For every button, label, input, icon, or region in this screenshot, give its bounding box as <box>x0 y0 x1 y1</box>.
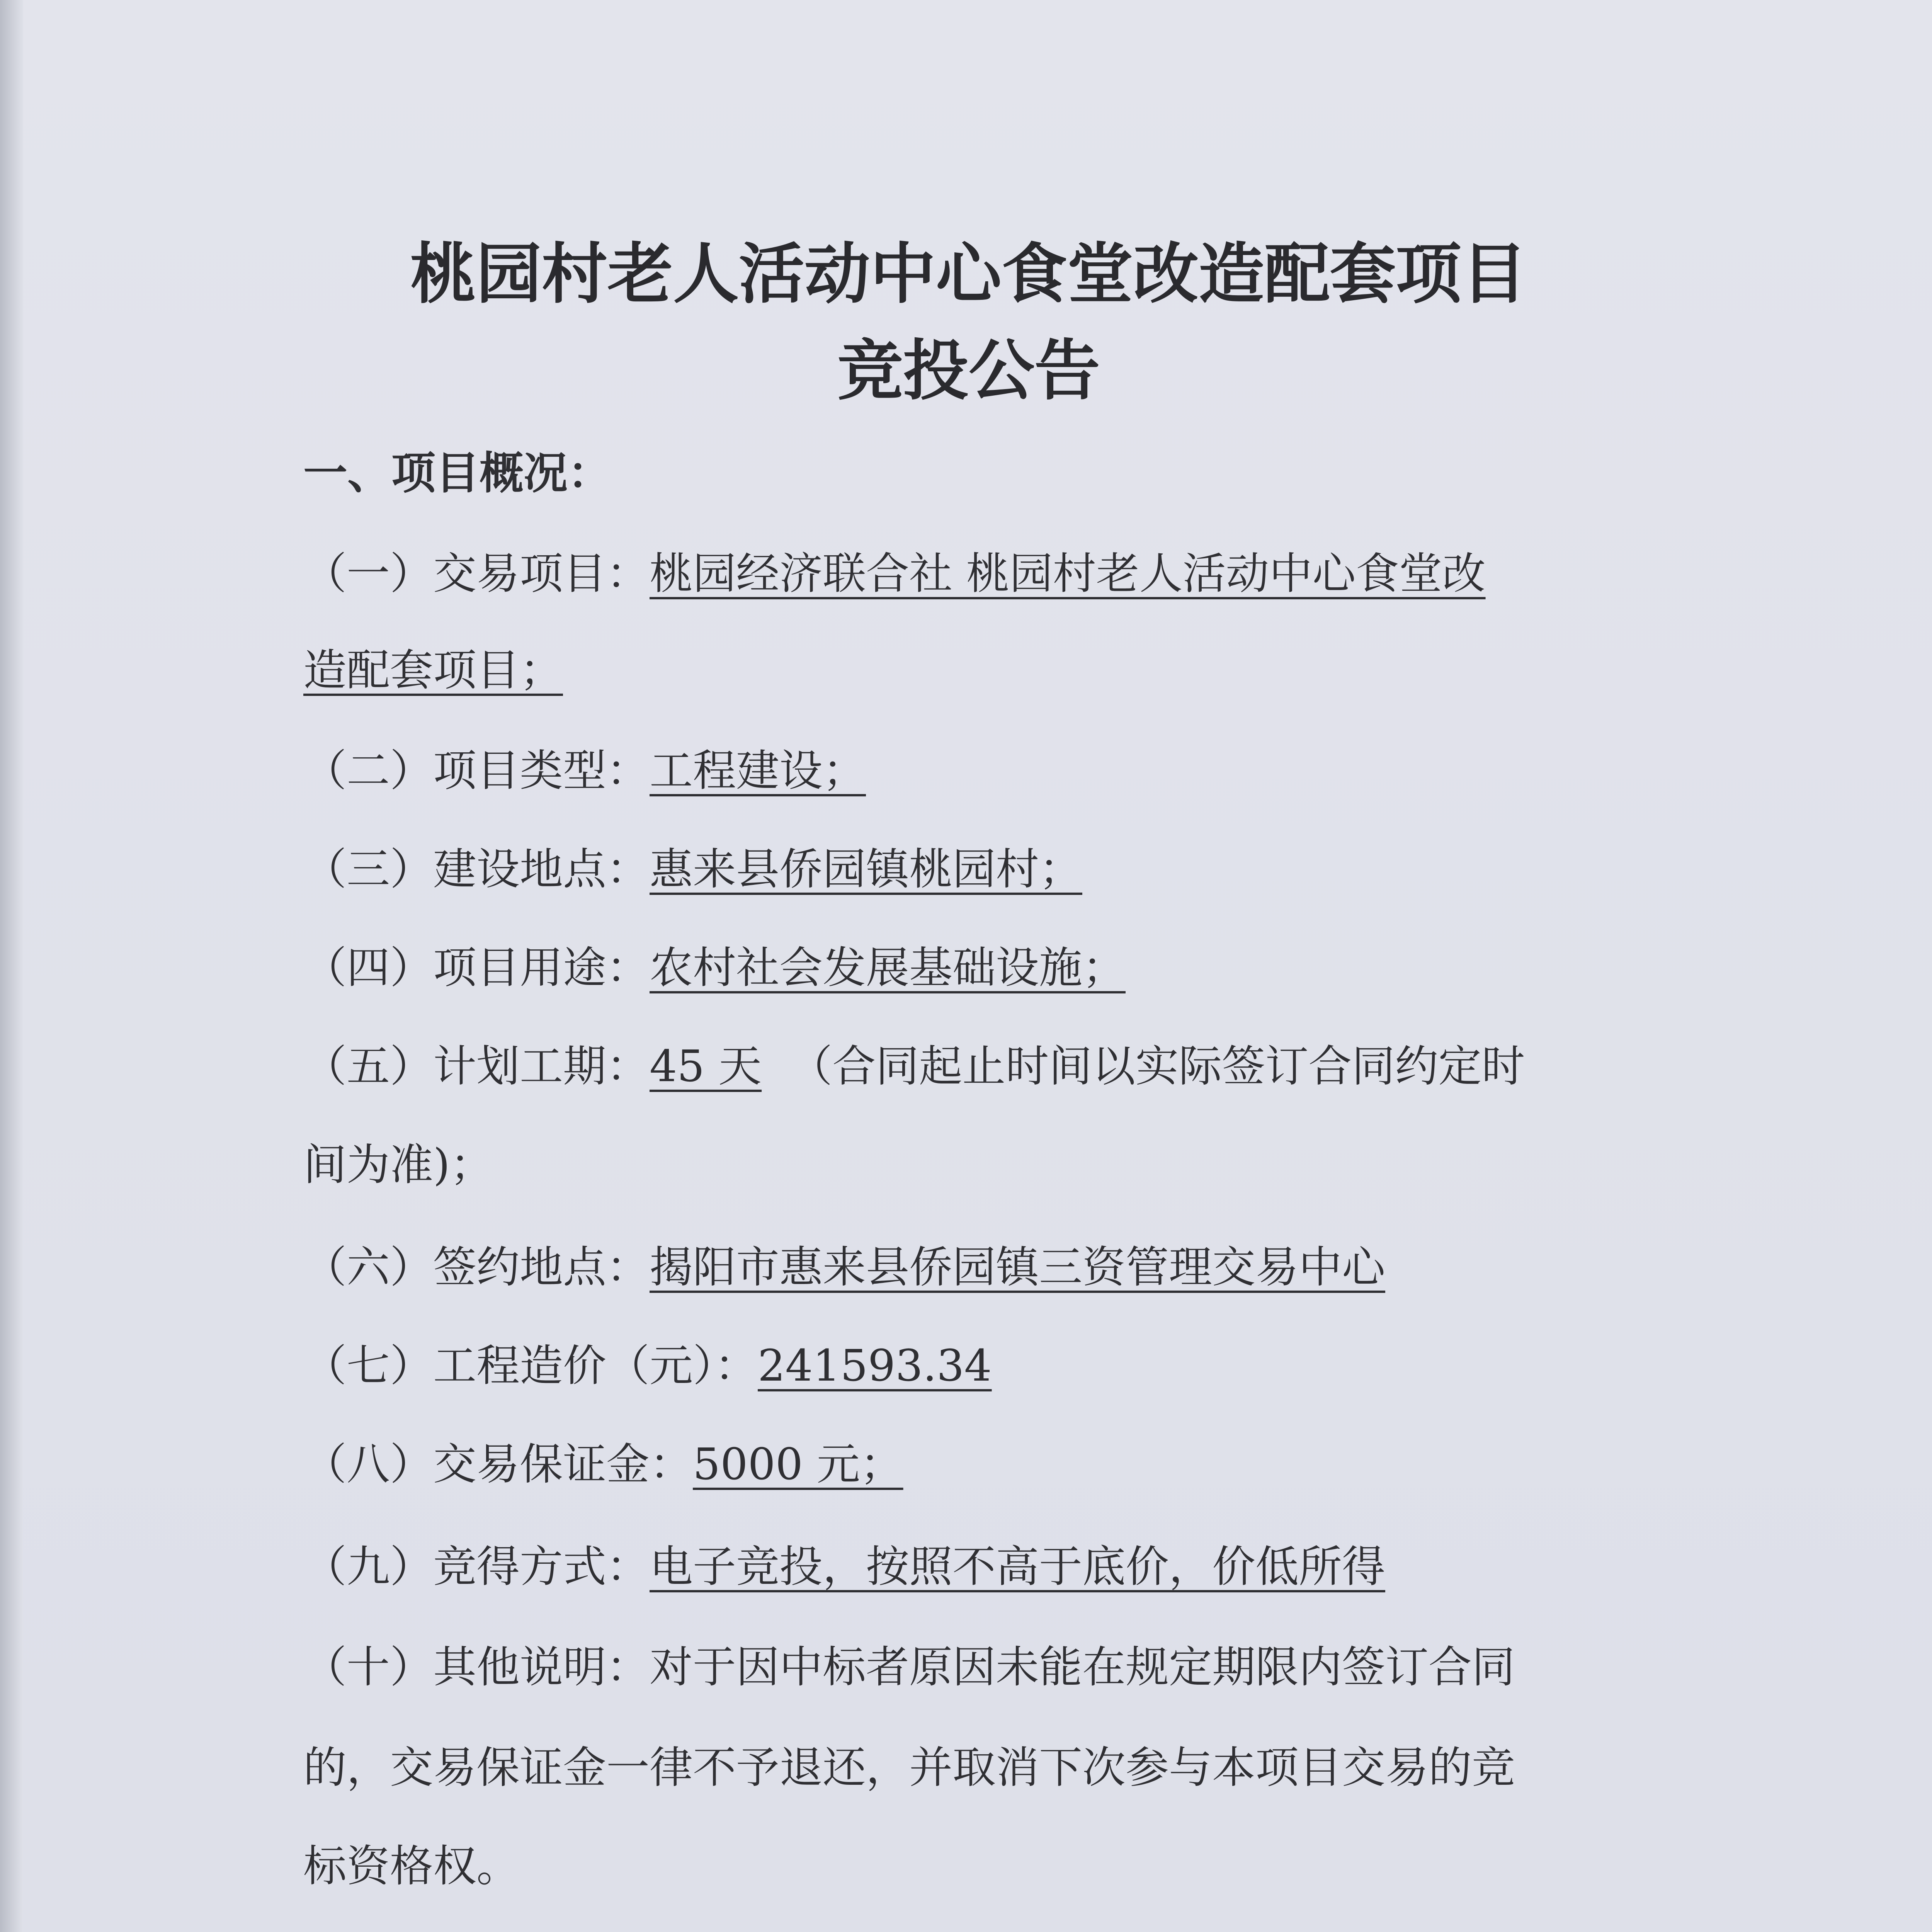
item-9-value: 电子竞投，按照不高于底价，价低所得 <box>650 1542 1385 1592</box>
item-9-label: （九）竞得方式： <box>303 1542 650 1592</box>
item-9 <box>303 1540 1385 1594</box>
item-6 <box>303 1240 1385 1294</box>
item-4-value: 农村社会发展基础设施； <box>650 943 1126 993</box>
item-8 <box>303 1437 903 1492</box>
item-2 <box>303 744 866 798</box>
item-7-label: （七）工程造价（元）： <box>303 1341 758 1391</box>
item-6-value: 揭阳市惠来县侨园镇三资管理交易中心 <box>650 1242 1385 1293</box>
item-3 <box>303 842 1082 896</box>
item-1-value: 桃园经济联合社 桃园村老人活动中心食堂改 <box>650 549 1486 599</box>
item-4 <box>303 941 1126 995</box>
item-7 <box>303 1339 992 1393</box>
item-2-value: 工程建设； <box>650 746 866 796</box>
item-5-line-2: 间为准)； <box>303 1140 493 1190</box>
item-3-value: 惠来县侨园镇桃园村； <box>650 844 1082 895</box>
item-4-label: （四）项目用途： <box>303 943 650 993</box>
document-subtitle: 竞投公告 <box>837 333 1100 409</box>
item-2-label: （二）项目类型： <box>303 746 650 796</box>
item-10-line-2: 的，交易保证金一律不予退还，并取消下次参与本项目交易的竞 <box>303 1743 1515 1793</box>
item-7-value: 241593.34 <box>758 1341 992 1391</box>
item-10-line-1: （十）其他说明：对于因中标者原因未能在规定期限内签订合同 <box>303 1642 1515 1692</box>
item-5-line-1 <box>303 1039 1525 1094</box>
item-8-label: （八）交易保证金： <box>303 1439 693 1490</box>
item-10-line-3: 标资格权。 <box>303 1841 520 1891</box>
item-5-value: 45 天 <box>650 1041 762 1092</box>
section-heading-1: 一、项目概况： <box>303 447 612 499</box>
item-1-line-1 <box>303 547 1486 601</box>
item-8-value: 5000 元； <box>693 1439 903 1490</box>
item-1-line-2 <box>303 643 563 697</box>
item-1-label: （一）交易项目： <box>303 549 650 599</box>
item-5-label: （五）计划工期： <box>303 1041 650 1092</box>
item-5-note: （合同起止时间以实际签订合同约定时 <box>789 1041 1525 1092</box>
item-3-label: （三）建设地点： <box>303 844 650 895</box>
item-6-label: （六）签约地点： <box>303 1242 650 1293</box>
item-1-value-cont: 造配套项目； <box>303 645 563 696</box>
document-title: 桃园村老人活动中心食堂改造配套项目 <box>410 236 1527 313</box>
